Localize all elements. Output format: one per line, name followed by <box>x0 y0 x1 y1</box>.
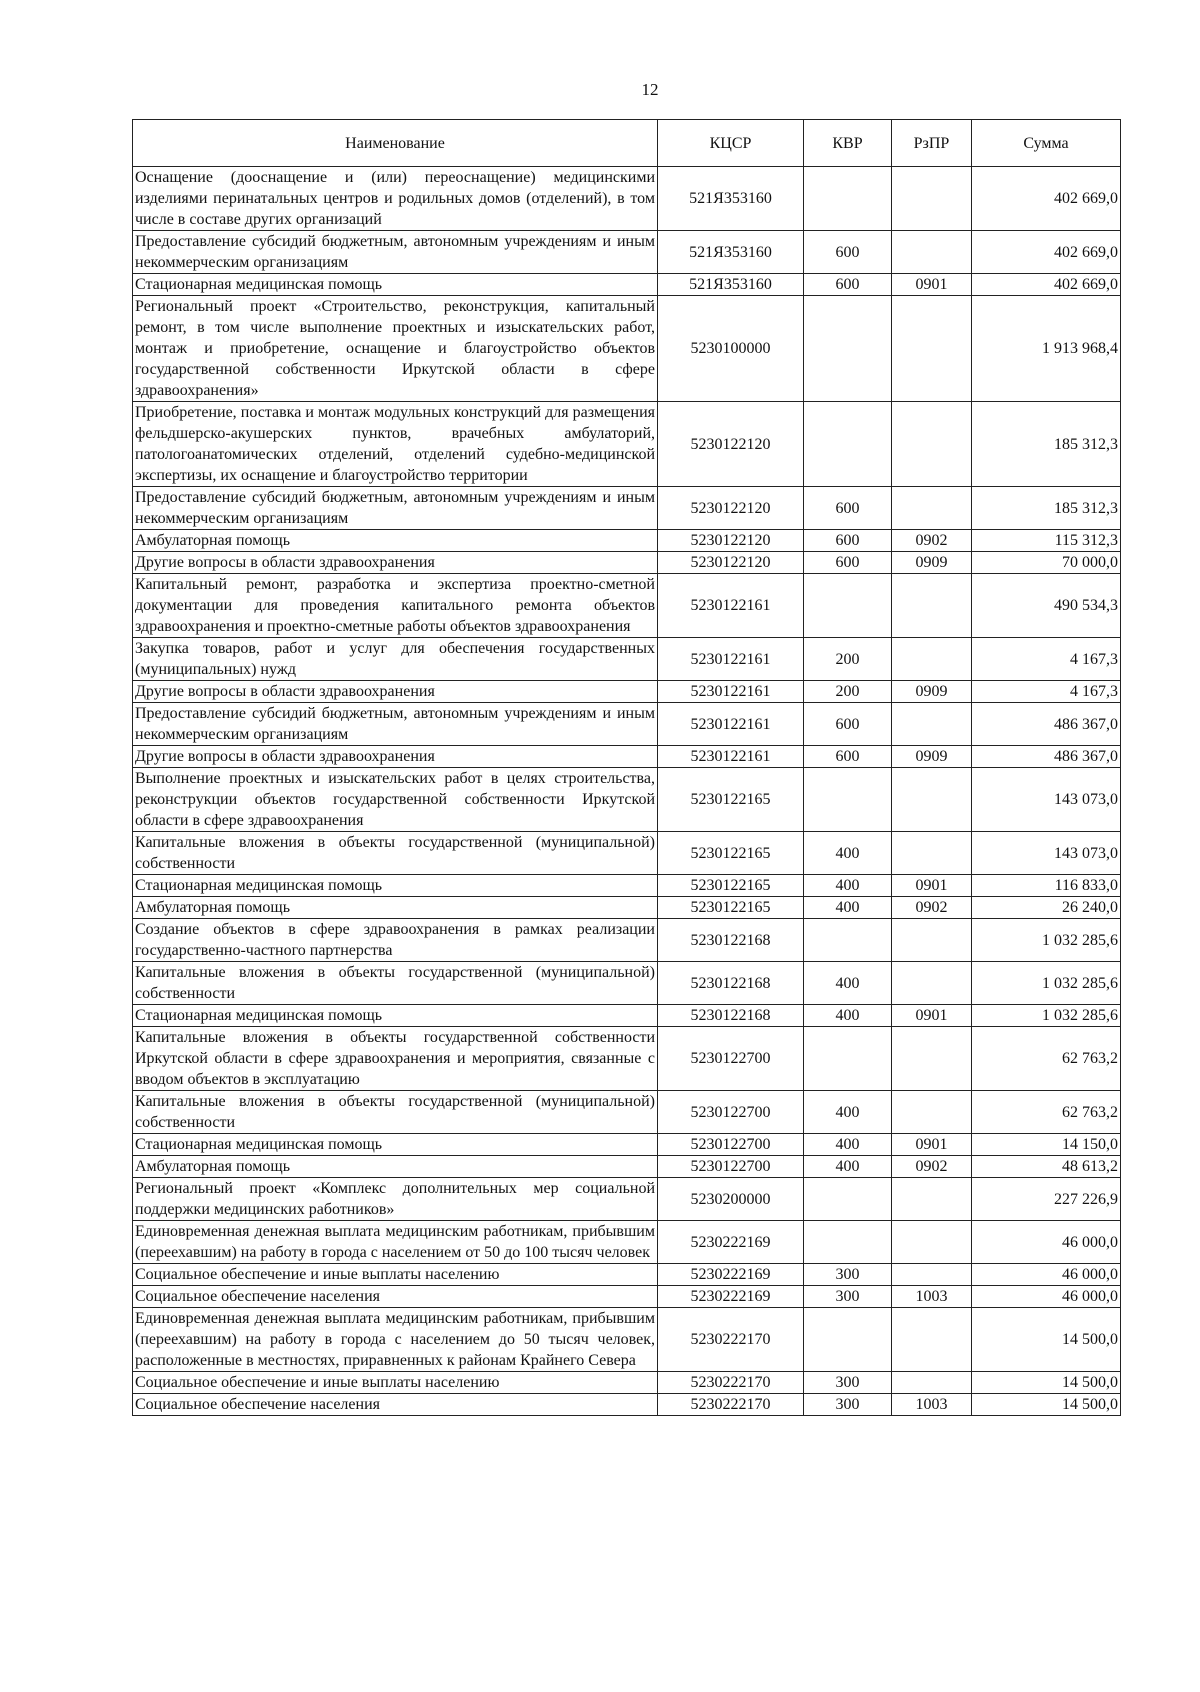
cell-rzpr: 0909 <box>892 681 972 703</box>
cell-rzpr <box>892 167 972 231</box>
table-row <box>133 1005 1121 1027</box>
cell-sum: 62 763,2 <box>972 1027 1121 1091</box>
cell-kcsr: 5230122120 <box>658 487 804 530</box>
cell-rzpr <box>892 1091 972 1134</box>
cell-kcsr: 5230122165 <box>658 897 804 919</box>
cell-kcsr: 5230122168 <box>658 919 804 962</box>
cell-sum: 14 150,0 <box>972 1134 1121 1156</box>
cell-kcsr: 5230122161 <box>658 681 804 703</box>
table-row <box>133 1134 1121 1156</box>
cell-kcsr: 521Я353160 <box>658 167 804 231</box>
cell-name: Амбулаторная помощь <box>133 530 658 552</box>
cell-kvr <box>804 1027 892 1091</box>
table-row <box>133 552 1121 574</box>
cell-kvr: 400 <box>804 1091 892 1134</box>
table-row <box>133 1156 1121 1178</box>
table-row <box>133 1394 1121 1416</box>
cell-sum: 486 367,0 <box>972 703 1121 746</box>
cell-name: Социальное обеспечение населения <box>133 1286 658 1308</box>
table-row <box>133 832 1121 875</box>
cell-kvr <box>804 574 892 638</box>
cell-rzpr: 0901 <box>892 274 972 296</box>
cell-kvr <box>804 919 892 962</box>
cell-sum: 46 000,0 <box>972 1264 1121 1286</box>
cell-kcsr: 5230122120 <box>658 552 804 574</box>
header-sum: Сумма <box>972 120 1121 167</box>
cell-rzpr: 0902 <box>892 897 972 919</box>
cell-kcsr: 5230122165 <box>658 832 804 875</box>
table-row <box>133 167 1121 231</box>
cell-kvr: 400 <box>804 875 892 897</box>
table-row <box>133 638 1121 681</box>
cell-kvr: 400 <box>804 832 892 875</box>
cell-kcsr: 5230122168 <box>658 1005 804 1027</box>
cell-rzpr <box>892 703 972 746</box>
cell-name: Социальное обеспечение и иные выплаты населению <box>133 1372 658 1394</box>
cell-rzpr <box>892 1178 972 1221</box>
header-name: Наименование <box>133 120 658 167</box>
cell-sum: 116 833,0 <box>972 875 1121 897</box>
page-number: 12 <box>641 80 659 99</box>
cell-rzpr <box>892 231 972 274</box>
cell-kvr: 600 <box>804 274 892 296</box>
cell-name: Капитальный ремонт, разработка и экспертиза проектно-сметной документации для проведения капитального ремонта объектов здравоохранения и проектно-сметные работы объектов здравоохранения <box>133 574 658 638</box>
cell-kvr: 400 <box>804 962 892 1005</box>
table-header-row <box>133 120 1121 167</box>
cell-name: Другие вопросы в области здравоохранения <box>133 746 658 768</box>
cell-kvr <box>804 768 892 832</box>
table-row <box>133 1027 1121 1091</box>
cell-sum: 26 240,0 <box>972 897 1121 919</box>
budget-table <box>132 119 1121 1416</box>
cell-kcsr: 5230200000 <box>658 1178 804 1221</box>
cell-sum: 1 032 285,6 <box>972 1005 1121 1027</box>
cell-kcsr: 5230122165 <box>658 768 804 832</box>
cell-kcsr: 5230122120 <box>658 402 804 487</box>
cell-kvr: 600 <box>804 231 892 274</box>
cell-name: Другие вопросы в области здравоохранения <box>133 681 658 703</box>
table-row <box>133 1091 1121 1134</box>
table-row <box>133 875 1121 897</box>
table-row <box>133 231 1121 274</box>
cell-kvr: 400 <box>804 1134 892 1156</box>
cell-rzpr: 0902 <box>892 530 972 552</box>
table-row <box>133 1308 1121 1372</box>
cell-kcsr: 5230122168 <box>658 962 804 1005</box>
table-row <box>133 296 1121 402</box>
table-row <box>133 274 1121 296</box>
cell-sum: 402 669,0 <box>972 167 1121 231</box>
cell-kcsr: 5230122161 <box>658 574 804 638</box>
cell-kcsr: 5230222169 <box>658 1221 804 1264</box>
cell-sum: 486 367,0 <box>972 746 1121 768</box>
cell-sum: 70 000,0 <box>972 552 1121 574</box>
cell-name: Социальное обеспечение населения <box>133 1394 658 1416</box>
table-row <box>133 746 1121 768</box>
table-row <box>133 962 1121 1005</box>
cell-sum: 143 073,0 <box>972 768 1121 832</box>
cell-rzpr <box>892 962 972 1005</box>
cell-rzpr <box>892 487 972 530</box>
cell-kvr: 300 <box>804 1286 892 1308</box>
cell-name: Единовременная денежная выплата медицинским работникам, прибывшим (переехавшим) на работу в города с населением от 50 до 100 тысяч человек <box>133 1221 658 1264</box>
header-rzpr: РзПР <box>892 120 972 167</box>
cell-rzpr: 1003 <box>892 1286 972 1308</box>
cell-rzpr <box>892 402 972 487</box>
cell-kcsr: 5230100000 <box>658 296 804 402</box>
cell-name: Региональный проект «Комплекс дополнительных мер социальной поддержки медицинских работников» <box>133 1178 658 1221</box>
cell-sum: 185 312,3 <box>972 487 1121 530</box>
cell-sum: 4 167,3 <box>972 681 1121 703</box>
cell-kvr: 600 <box>804 746 892 768</box>
cell-name: Предоставление субсидий бюджетным, автономным учреждениям и иным некоммерческим организациям <box>133 487 658 530</box>
table-body <box>133 167 1121 1416</box>
cell-sum: 115 312,3 <box>972 530 1121 552</box>
cell-sum: 1 032 285,6 <box>972 919 1121 962</box>
cell-kcsr: 5230222170 <box>658 1308 804 1372</box>
cell-kvr: 300 <box>804 1372 892 1394</box>
cell-kvr <box>804 402 892 487</box>
cell-name: Стационарная медицинская помощь <box>133 875 658 897</box>
cell-kcsr: 5230222169 <box>658 1264 804 1286</box>
cell-name: Стационарная медицинская помощь <box>133 1134 658 1156</box>
cell-kcsr: 5230222169 <box>658 1286 804 1308</box>
cell-name: Стационарная медицинская помощь <box>133 274 658 296</box>
cell-sum: 227 226,9 <box>972 1178 1121 1221</box>
cell-name: Предоставление субсидий бюджетным, автономным учреждениям и иным некоммерческим организациям <box>133 703 658 746</box>
table-row <box>133 703 1121 746</box>
cell-name: Предоставление субсидий бюджетным, автономным учреждениям и иным некоммерческим организациям <box>133 231 658 274</box>
cell-kvr: 200 <box>804 638 892 681</box>
cell-kvr: 200 <box>804 681 892 703</box>
cell-rzpr: 0901 <box>892 1134 972 1156</box>
table-row <box>133 1286 1121 1308</box>
table-row <box>133 402 1121 487</box>
table-row <box>133 574 1121 638</box>
cell-kvr: 600 <box>804 703 892 746</box>
cell-kcsr: 5230122161 <box>658 703 804 746</box>
cell-name: Другие вопросы в области здравоохранения <box>133 552 658 574</box>
cell-kvr <box>804 1221 892 1264</box>
cell-rzpr: 0901 <box>892 1005 972 1027</box>
cell-rzpr <box>892 638 972 681</box>
table-row <box>133 1221 1121 1264</box>
cell-kvr: 300 <box>804 1264 892 1286</box>
table-row <box>133 1372 1121 1394</box>
cell-sum: 4 167,3 <box>972 638 1121 681</box>
cell-name: Выполнение проектных и изыскательских работ в целях строительства, реконструкции объектов государственной собственности Иркутской области в сфере здравоохранения <box>133 768 658 832</box>
cell-name: Создание объектов в сфере здравоохранения в рамках реализации государственно-частного партнерства <box>133 919 658 962</box>
cell-sum: 1 913 968,4 <box>972 296 1121 402</box>
cell-rzpr <box>892 296 972 402</box>
cell-sum: 14 500,0 <box>972 1308 1121 1372</box>
cell-kcsr: 5230122700 <box>658 1134 804 1156</box>
cell-rzpr: 1003 <box>892 1394 972 1416</box>
cell-rzpr <box>892 919 972 962</box>
cell-rzpr: 0901 <box>892 875 972 897</box>
cell-rzpr <box>892 768 972 832</box>
header-kcsr: КЦСР <box>658 120 804 167</box>
cell-kcsr: 521Я353160 <box>658 231 804 274</box>
cell-kvr <box>804 296 892 402</box>
cell-name: Капитальные вложения в объекты государственной собственности Иркутской области в сфере здравоохранения и мероприятия, связанные с вводом объектов в эксплуатацию <box>133 1027 658 1091</box>
cell-kvr: 300 <box>804 1394 892 1416</box>
cell-sum: 402 669,0 <box>972 231 1121 274</box>
table-row <box>133 1178 1121 1221</box>
cell-kvr: 600 <box>804 530 892 552</box>
cell-kcsr: 521Я353160 <box>658 274 804 296</box>
cell-kvr <box>804 1178 892 1221</box>
cell-name: Приобретение, поставка и монтаж модульных конструкций для размещения фельдшерско-акушерских пунктов, врачебных амбулаторий, патологоанатомических отделений, отделений судебно-медицинской экспертизы, их оснащение и благоустройство территории <box>133 402 658 487</box>
cell-kcsr: 5230122700 <box>658 1027 804 1091</box>
cell-kcsr: 5230122161 <box>658 746 804 768</box>
cell-rzpr <box>892 1308 972 1372</box>
cell-kvr: 600 <box>804 552 892 574</box>
cell-name: Капитальные вложения в объекты государственной (муниципальной) собственности <box>133 1091 658 1134</box>
table-row <box>133 681 1121 703</box>
cell-kvr: 400 <box>804 1156 892 1178</box>
cell-name: Закупка товаров, работ и услуг для обеспечения государственных (муниципальных) нужд <box>133 638 658 681</box>
cell-name: Капитальные вложения в объекты государственной (муниципальной) собственности <box>133 962 658 1005</box>
cell-rzpr: 0909 <box>892 552 972 574</box>
table-row <box>133 897 1121 919</box>
header-kvr: КВР <box>804 120 892 167</box>
cell-kvr: 400 <box>804 897 892 919</box>
cell-rzpr <box>892 1027 972 1091</box>
cell-name: Единовременная денежная выплата медицинским работникам, прибывшим (переехавшим) на работу в города с населением до 50 тысяч человек, расположенные в местностях, приравненных к районам Крайнего Севера <box>133 1308 658 1372</box>
cell-kcsr: 5230222170 <box>658 1372 804 1394</box>
cell-kcsr: 5230122700 <box>658 1156 804 1178</box>
cell-kcsr: 5230122120 <box>658 530 804 552</box>
cell-kvr <box>804 1308 892 1372</box>
table-row <box>133 530 1121 552</box>
cell-sum: 46 000,0 <box>972 1286 1121 1308</box>
table-row <box>133 1264 1121 1286</box>
table-row <box>133 768 1121 832</box>
cell-rzpr <box>892 832 972 875</box>
table-row <box>133 487 1121 530</box>
cell-sum: 46 000,0 <box>972 1221 1121 1264</box>
cell-kcsr: 5230222170 <box>658 1394 804 1416</box>
cell-rzpr <box>892 1221 972 1264</box>
cell-name: Стационарная медицинская помощь <box>133 1005 658 1027</box>
cell-kvr <box>804 167 892 231</box>
cell-sum: 402 669,0 <box>972 274 1121 296</box>
cell-name: Региональный проект «Строительство, реконструкция, капитальный ремонт, в том числе выполнение проектных и изыскательских работ, монтаж и приобретение, оснащение и благоустройство объектов государственной собственности Иркутской области в сфере здравоохранения» <box>133 296 658 402</box>
cell-rzpr: 0902 <box>892 1156 972 1178</box>
cell-kvr: 600 <box>804 487 892 530</box>
cell-sum: 62 763,2 <box>972 1091 1121 1134</box>
cell-rzpr <box>892 574 972 638</box>
cell-sum: 490 534,3 <box>972 574 1121 638</box>
cell-kcsr: 5230122161 <box>658 638 804 681</box>
cell-kvr: 400 <box>804 1005 892 1027</box>
cell-kcsr: 5230122700 <box>658 1091 804 1134</box>
cell-name: Амбулаторная помощь <box>133 1156 658 1178</box>
cell-sum: 1 032 285,6 <box>972 962 1121 1005</box>
cell-rzpr <box>892 1264 972 1286</box>
cell-name: Капитальные вложения в объекты государственной (муниципальной) собственности <box>133 832 658 875</box>
table-row <box>133 919 1121 962</box>
cell-name: Амбулаторная помощь <box>133 897 658 919</box>
cell-sum: 14 500,0 <box>972 1372 1121 1394</box>
cell-kcsr: 5230122165 <box>658 875 804 897</box>
cell-rzpr <box>892 1372 972 1394</box>
cell-sum: 48 613,2 <box>972 1156 1121 1178</box>
cell-sum: 14 500,0 <box>972 1394 1121 1416</box>
cell-name: Оснащение (дооснащение и (или) переоснащение) медицинскими изделиями перинатальных центров и родильных домов (отделений), в том числе в составе других организаций <box>133 167 658 231</box>
cell-name: Социальное обеспечение и иные выплаты населению <box>133 1264 658 1286</box>
cell-rzpr: 0909 <box>892 746 972 768</box>
cell-sum: 185 312,3 <box>972 402 1121 487</box>
cell-sum: 143 073,0 <box>972 832 1121 875</box>
